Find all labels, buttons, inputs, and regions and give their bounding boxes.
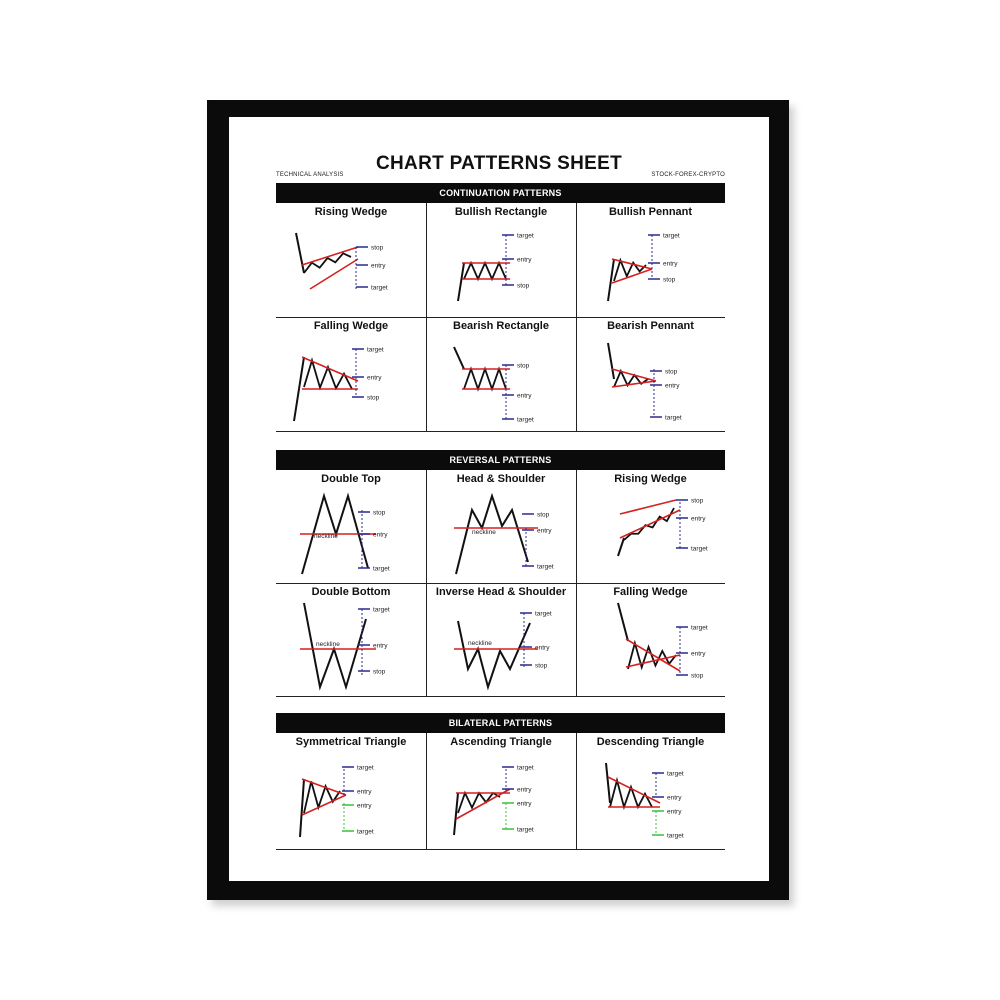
level-label: entry xyxy=(691,650,706,658)
level-label: entry xyxy=(517,786,532,794)
pattern-diagram xyxy=(576,317,725,431)
price-line xyxy=(610,780,652,807)
level-label: entry xyxy=(667,808,682,816)
pattern-diagram xyxy=(576,583,725,696)
level-label: target xyxy=(517,764,534,772)
price-line xyxy=(464,369,506,389)
price-line xyxy=(608,259,614,301)
pattern-diagram xyxy=(426,733,576,849)
pattern-card xyxy=(426,203,576,317)
column-divider xyxy=(426,733,427,849)
price-line xyxy=(458,793,500,813)
pattern-card xyxy=(276,583,426,696)
section-grid xyxy=(276,470,725,697)
section-grid xyxy=(276,733,725,850)
level-label: entry xyxy=(517,392,532,400)
row-divider xyxy=(276,696,725,697)
trend-line xyxy=(612,269,652,283)
section-heading: CONTINUATION PATTERNS xyxy=(276,183,725,203)
pattern-card xyxy=(426,733,576,849)
level-label: stop xyxy=(665,368,678,376)
level-label: entry xyxy=(357,802,372,810)
price-line xyxy=(606,763,610,803)
pattern-title: Bullish Pennant xyxy=(608,206,693,218)
level-label: target xyxy=(667,770,684,778)
section-grid xyxy=(276,203,725,432)
pattern-diagram xyxy=(426,317,576,431)
level-label: stop xyxy=(535,662,548,670)
level-label: stop xyxy=(537,511,550,519)
price-line xyxy=(296,233,304,273)
trend-line xyxy=(612,381,656,387)
pattern-card xyxy=(276,470,426,583)
trend-line xyxy=(620,510,680,538)
neckline-label: neckline xyxy=(468,640,492,647)
pattern-diagram xyxy=(426,203,576,317)
pattern-diagram xyxy=(276,203,426,317)
pattern-diagram xyxy=(276,470,426,583)
price-line xyxy=(300,779,304,837)
price-line xyxy=(454,793,458,835)
pattern-diagram xyxy=(576,733,725,849)
price-line xyxy=(608,343,614,379)
pattern-card xyxy=(576,470,725,583)
level-label: target xyxy=(373,606,390,614)
price-line xyxy=(454,347,464,369)
level-label: entry xyxy=(357,788,372,796)
level-label: entry xyxy=(373,531,388,539)
pattern-card xyxy=(576,583,725,696)
trend-line xyxy=(302,795,346,815)
level-label: target xyxy=(517,232,534,240)
price-line xyxy=(458,263,464,301)
column-divider xyxy=(426,470,427,696)
level-label: stop xyxy=(517,282,530,290)
pattern-title: Bearish Rectangle xyxy=(453,320,549,332)
level-label: target xyxy=(535,610,552,618)
pattern-diagram xyxy=(426,583,576,696)
section-heading: BILATERAL PATTERNS xyxy=(276,713,725,733)
level-label: target xyxy=(667,832,684,840)
row-divider xyxy=(276,583,725,584)
right-caption: STOCK-FOREX-CRYPTO xyxy=(651,172,725,178)
level-label: target xyxy=(517,416,534,424)
level-label: target xyxy=(371,284,388,292)
trend-line xyxy=(608,777,660,803)
pattern-title: Bullish Rectangle xyxy=(454,206,548,218)
level-label: target xyxy=(691,624,708,632)
level-label: stop xyxy=(373,509,386,517)
column-divider xyxy=(576,733,577,849)
pattern-title: Head & Shoulder xyxy=(456,473,546,485)
pattern-card xyxy=(276,203,426,317)
row-divider xyxy=(276,849,725,850)
level-label: target xyxy=(357,764,374,772)
neckline-label: neckline xyxy=(472,529,496,536)
level-label: target xyxy=(691,545,708,553)
pattern-card xyxy=(576,317,725,431)
pattern-card xyxy=(576,203,725,317)
price-line xyxy=(458,621,530,687)
pattern-diagram xyxy=(576,203,725,317)
level-label: entry xyxy=(537,527,552,535)
trend-line xyxy=(302,357,358,381)
level-label: stop xyxy=(367,394,380,402)
pattern-title: Double Bottom xyxy=(311,586,391,598)
level-label: entry xyxy=(691,515,706,523)
pattern-title: Rising Wedge xyxy=(614,473,687,485)
level-label: target xyxy=(373,565,390,573)
pattern-title: Inverse Head & Shoulder xyxy=(435,586,567,598)
level-label: target xyxy=(367,346,384,354)
level-label: stop xyxy=(371,244,384,252)
level-label: target xyxy=(517,826,534,834)
level-label: entry xyxy=(663,260,678,268)
level-label: stop xyxy=(691,497,704,505)
neckline-label: neckline xyxy=(316,641,340,648)
column-divider xyxy=(426,203,427,431)
pattern-title: Falling Wedge xyxy=(613,586,688,598)
pattern-title: Bearish Pennant xyxy=(607,320,694,332)
pattern-diagram xyxy=(576,470,725,583)
pattern-diagram xyxy=(276,317,426,431)
column-divider xyxy=(576,470,577,696)
level-label: stop xyxy=(663,276,676,284)
level-label: entry xyxy=(517,800,532,808)
row-divider xyxy=(276,317,725,318)
level-label: stop xyxy=(373,668,386,676)
trend-line xyxy=(626,639,680,671)
level-label: target xyxy=(663,232,680,240)
section-heading: REVERSAL PATTERNS xyxy=(276,450,725,470)
pattern-card xyxy=(276,317,426,431)
pattern-card xyxy=(426,317,576,431)
poster-title: CHART PATTERNS SHEET xyxy=(376,153,622,174)
pattern-card xyxy=(426,583,576,696)
level-label: entry xyxy=(667,794,682,802)
pattern-title: Symmetrical Triangle xyxy=(295,736,407,748)
pattern-diagram xyxy=(426,470,576,583)
level-label: target xyxy=(357,828,374,836)
pattern-title: Double Top xyxy=(321,473,381,485)
poster-sheet xyxy=(229,117,769,881)
trend-line xyxy=(620,500,676,514)
column-divider xyxy=(576,203,577,431)
pattern-title: Falling Wedge xyxy=(313,320,389,332)
left-caption: TECHNICAL ANALYSIS xyxy=(276,172,344,178)
level-label: entry xyxy=(371,262,386,270)
level-label: entry xyxy=(535,644,550,652)
pattern-title: Descending Triangle xyxy=(596,736,705,748)
price-line xyxy=(618,538,624,556)
row-divider xyxy=(276,431,725,432)
pattern-diagram xyxy=(276,583,426,696)
pattern-diagram xyxy=(276,733,426,849)
level-label: entry xyxy=(367,374,382,382)
pattern-card xyxy=(576,733,725,849)
price-line xyxy=(618,603,628,641)
level-label: stop xyxy=(691,672,704,680)
level-label: target xyxy=(537,563,554,571)
level-label: entry xyxy=(517,256,532,264)
level-label: entry xyxy=(665,382,680,390)
pattern-title: Ascending Triangle xyxy=(450,736,552,748)
trend-line xyxy=(310,259,358,289)
pattern-title: Rising Wedge xyxy=(314,206,388,218)
pattern-card xyxy=(276,733,426,849)
level-label: entry xyxy=(373,642,388,650)
price-line xyxy=(464,263,506,279)
neckline-label: neckline xyxy=(314,533,338,540)
level-label: target xyxy=(665,414,682,422)
pattern-card xyxy=(426,470,576,583)
level-label: stop xyxy=(517,362,530,370)
